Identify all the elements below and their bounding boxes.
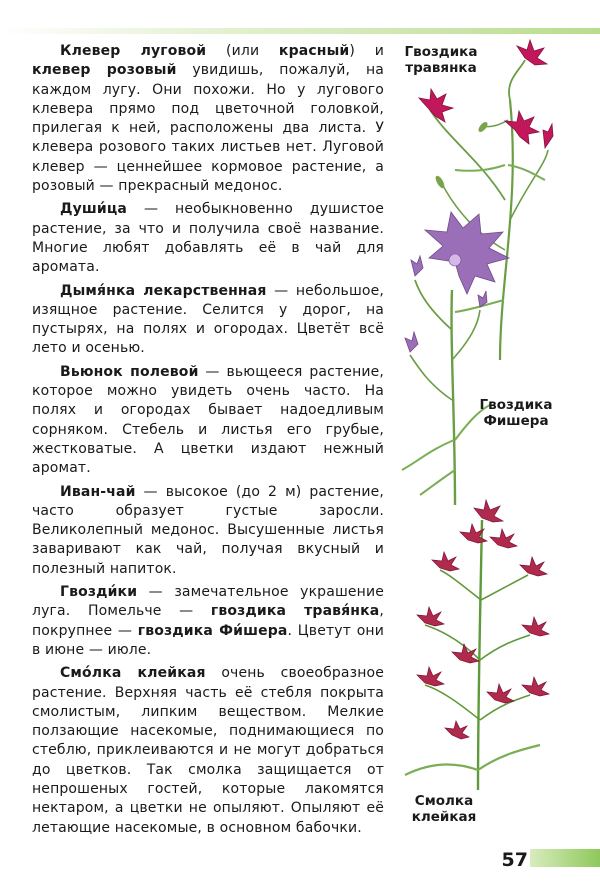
catchfly-illustration: [405, 500, 549, 790]
body-text: ) и: [349, 43, 384, 59]
body-text: очень своеобразное растение. Верхняя часть её стебля покрыта смолистым, липким веществом. Мелкие ползающие насекомые, поднимающиеся по стеблю, приклеиваются и не могут добраться до цветков. Так смолка защищается от непрошеных гостей, которые лакомятся нектаром, а цветки не опыляют. Опыляют её летающие насекомые, в основном бабочки.: [32, 665, 384, 836]
caption-maiden-pink: Гвоздика травянка: [404, 44, 478, 76]
term-highlight: Клевер луговой: [60, 43, 207, 59]
term-highlight: Гвозди́ки: [60, 584, 138, 601]
caption-catchfly: Смолка клейкая: [411, 793, 477, 825]
page-number: 57: [501, 849, 528, 871]
body-text: увидишь, пожалуй, на каждом лугу. Они похожи. Но у лугового клевера прямо под цветочной головкой, прилегая к ней, расположены два листа. У клевера розового таких листьев нет. Луговой клевер — ценнейшее кормовое растение, а розовый — прекрасный медонос.: [32, 62, 384, 195]
term-highlight: клевер розовый: [32, 62, 177, 79]
term-highlight: Души́ца: [60, 201, 127, 218]
body-text: — необыкновенно душистое растение, за что и получила своё название. Многие любят добавлять её в чай для аромата.: [32, 201, 384, 276]
body-text: — замечательное украшение луга. Помельче —: [32, 584, 384, 620]
term-highlight: гвоздика Фи́шера: [137, 622, 288, 639]
body-text: — небольшое, изящное растение. Селится у дорог, на пустырях, на полях и огородах. Цветёт всё лето и осенью.: [32, 282, 384, 357]
body-text: (или: [206, 43, 279, 59]
term-highlight: Вьюнок полевой: [60, 363, 199, 380]
maiden-pink-illustration: [419, 40, 553, 360]
caption-fischer-pink: Гвоздика Фишера: [479, 397, 553, 429]
body-text: . Цветут они в июне — июле.: [32, 622, 384, 658]
body-text: , покрупнее —: [32, 603, 384, 639]
term-highlight: красный: [278, 43, 350, 59]
term-highlight: Дымя́нка лекарственная: [60, 282, 267, 299]
term-highlight: Иван-чай: [60, 483, 136, 500]
term-highlight: гвоздика травя́нка: [210, 603, 380, 620]
fischer-pink-illustration: [402, 212, 509, 505]
term-highlight: Смо́лка клейкая: [60, 665, 206, 682]
page-number-bar: [530, 849, 600, 867]
body-text: — вьющееся растение, которое можно увидеть очень часто. На полях и огородах бывает надоедливым сорняком. Стебель и листья его грубые, жестковатые. А цветки издают нежный аромат.: [32, 363, 384, 477]
body-text: — высокое (до 2 м) растение, часто образует густые заросли. Великолепный медонос. Высушенные листья заваривают как чай, получая вкусный и полезный напиток.: [32, 483, 384, 577]
